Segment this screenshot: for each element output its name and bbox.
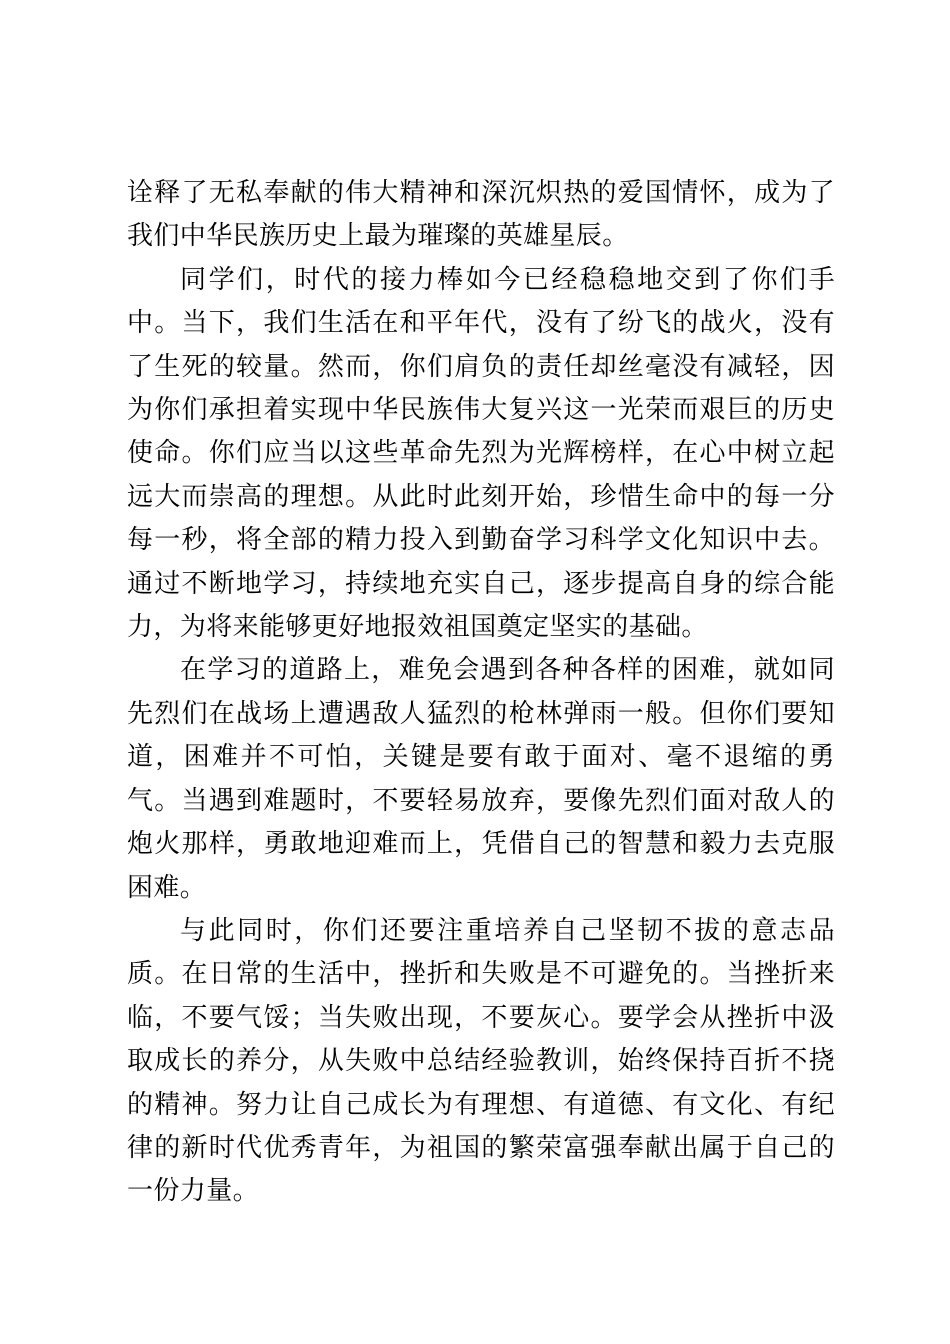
paragraph-perseverance: 与此同时，你们还要注重培养自己坚韧不拔的意志品质。在日常的生活中，挫折和失败是不可避免的。当挫折来临，不要气馁；当失败出现，不要灰心。要学会从挫折中汲取成长的养分，从失败中总结经验教训，始终保持百折不挠的精神。努力让自己成长为有理想、有道德、有文化、有纪律的新时代优秀青年，为祖国的繁荣富强奉献出属于自己的一份力量。 [127,915,835,1207]
paragraph-relay-baton: 同学们，时代的接力棒如今已经稳稳地交到了你们手中。当下，我们生活在和平年代，没有了纷飞的战火，没有了生死的较量。然而，你们肩负的责任却丝毫没有减轻，因为你们承担着实现中华民族伟大复兴这一光荣而艰巨的历史使命。你们应当以这些革命先烈为光辉榜样，在心中树立起远大而崇高的理想。从此时此刻开始，珍惜生命中的每一分每一秒，将全部的精力投入到勤奋学习科学文化知识中去。通过不断地学习，持续地充实自己，逐步提高自身的综合能力，为将来能够更好地报效祖国奠定坚实的基础。 [127,264,835,643]
paragraph-overcoming-difficulties: 在学习的道路上，难免会遇到各种各样的困难，就如同先烈们在战场上遭遇敌人猛烈的枪林弹雨一般。但你们要知道，困难并不可怕，关键是要有敢于面对、毫不退缩的勇气。当遇到难题时，不要轻易放弃，要像先烈们面对敌人的炮火那样，勇敢地迎难而上，凭借自己的智慧和毅力去克服困难。 [127,655,835,903]
paragraph-continuation: 诠释了无私奉献的伟大精神和深沉炽热的爱国情怀，成为了我们中华民族历史上最为璀璨的英雄星辰。 [127,178,835,252]
document-body [127,172,835,1214]
